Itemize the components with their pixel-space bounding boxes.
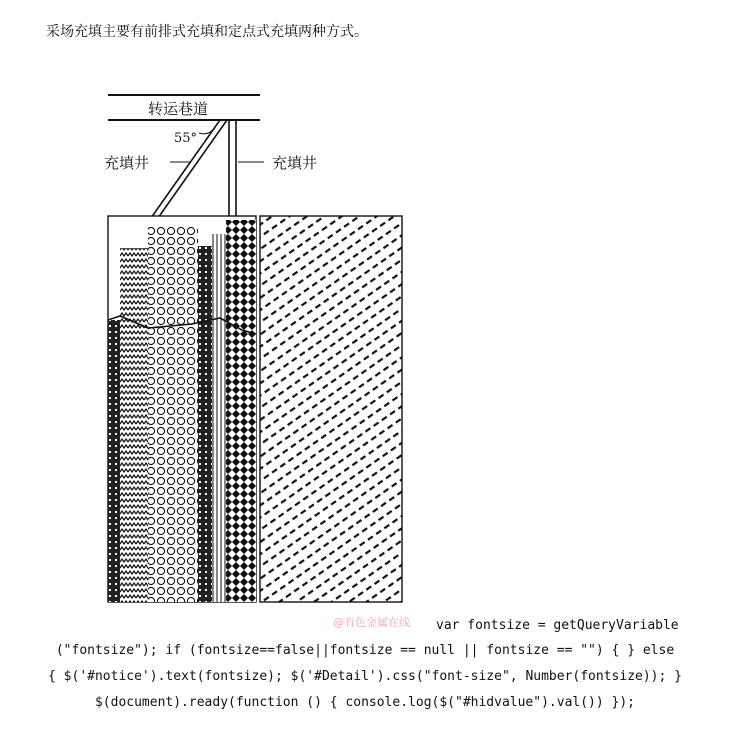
watermark-text: @有色金属在线	[333, 616, 410, 629]
fill-layer-dark-middle	[198, 246, 212, 602]
angle-arc	[199, 128, 215, 134]
fill-layer-circles	[148, 226, 198, 602]
filling-diagram	[96, 66, 432, 606]
filling-method-figure	[96, 66, 432, 606]
fill-layer-lines	[212, 234, 226, 602]
angle-label: 55°	[174, 131, 198, 146]
intro-paragraph: 采场充填主要有前排式充填和定点式充填两种方式。	[46, 24, 368, 40]
code-line-2: ("fontsize"); if (fontsize==false||fontsize == null || fontsize == "") { } else	[55, 643, 675, 658]
code-line-1: var fontsize = getQueryVariable	[436, 618, 679, 633]
code-line-3: { $('#notice').text(fontsize); $('#Detail').css("font-size", Number(fontsize)); }	[48, 669, 682, 684]
code-line-4: $(document).ready(function () { console.log($("#hidvalue").val()) });	[94, 695, 636, 710]
right-stope-ore	[260, 216, 402, 602]
shaft-label-left: 充填井	[104, 154, 150, 172]
fill-layer-dark-left	[108, 320, 120, 602]
shaft-label-right: 充填井	[272, 154, 318, 172]
fill-layer-diamonds	[226, 220, 256, 602]
fill-layer-zigzag	[120, 248, 148, 602]
roadway-label: 转运巷道	[148, 100, 209, 118]
